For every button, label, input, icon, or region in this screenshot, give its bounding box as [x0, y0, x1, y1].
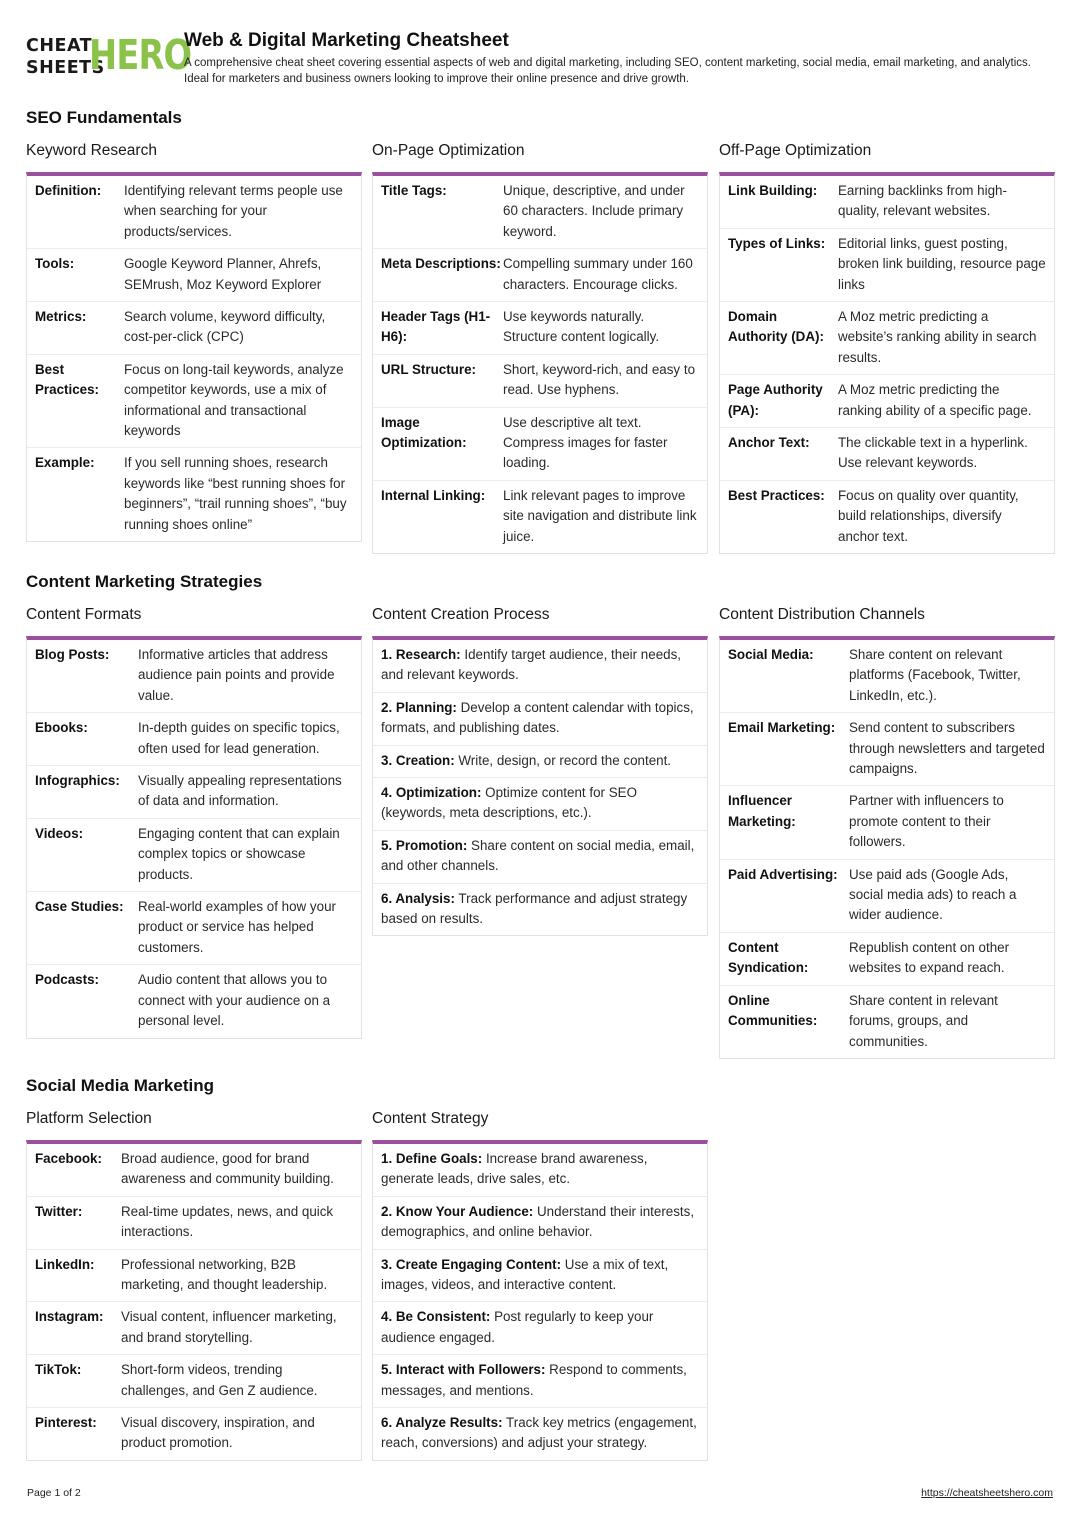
- list-item-text: Share content on social media, email, and other channels.: [381, 837, 695, 874]
- list-item-label: 6. Analysis:: [381, 890, 455, 906]
- card-platform-selection: [26, 1140, 362, 1461]
- row-value: The clickable text in a hyperlink. Use relevant keywords.: [838, 435, 1028, 471]
- row-value: Editorial links, guest posting, broken link building, resource page links: [838, 235, 1046, 292]
- row-label: Blog Posts:: [35, 647, 110, 662]
- card-off-page-optimization: [719, 172, 1055, 554]
- row-value: Broad audience, good for brand awareness and community building.: [121, 1151, 334, 1187]
- row-label: Case Studies:: [35, 899, 124, 915]
- list-item: [373, 1355, 707, 1408]
- table-row: [27, 302, 361, 355]
- table-row: [720, 428, 1054, 481]
- row-label: Pinterest:: [35, 1415, 97, 1431]
- row-value: If you sell running shoes, research keywords like “best running shoes for beginners”, “trail running shoes”, “buy running shoes online”: [124, 455, 347, 532]
- card-keyword-research: [26, 172, 362, 542]
- table-row: [27, 1408, 361, 1460]
- section-title-seo: SEO Fundamentals: [26, 108, 182, 127]
- list-item-label: 3. Creation:: [381, 752, 455, 768]
- row-label: Metrics:: [35, 309, 87, 325]
- table-row: [720, 986, 1054, 1058]
- row-label: Domain Authority (DA):: [728, 309, 824, 345]
- row-value: Engaging content that can explain complex topics or showcase products.: [138, 825, 340, 882]
- row-label: LinkedIn:: [35, 1256, 95, 1272]
- table-row: [27, 1197, 361, 1250]
- section-title-content-marketing: Content Marketing Strategies: [26, 572, 263, 591]
- table-row: [373, 176, 707, 249]
- row-value: Focus on long-tail keywords, analyze competitor keywords, use a mix of informational and transactional keywords: [124, 361, 344, 439]
- card-on-page-optimization: [372, 172, 708, 554]
- row-value: Share content in relevant forums, groups, and communities.: [849, 992, 998, 1049]
- list-item: [373, 1197, 707, 1250]
- table-row: [27, 965, 361, 1037]
- list-item-label: 5. Promotion:: [381, 837, 468, 853]
- list-item-label: 4. Optimization:: [381, 785, 482, 801]
- table-row: [373, 355, 707, 408]
- row-label: Instagram:: [35, 1309, 104, 1325]
- row-label: Image Optimization:: [381, 414, 467, 451]
- logo-text-cheat: CHEAT: [26, 36, 93, 56]
- card-content-formats: [26, 636, 362, 1039]
- list-item-text: Increase brand awareness, generate leads, drive sales, etc.: [381, 1151, 648, 1187]
- card-content-distribution-channels: [719, 636, 1055, 1059]
- row-value: A Moz metric predicting the ranking ability of a specific page.: [838, 382, 1032, 418]
- row-value: Compelling summary under 160 characters. Encourage clicks.: [503, 256, 693, 292]
- list-item-text: Develop a content calendar with topics, formats, and publishing dates.: [381, 699, 694, 736]
- logo-text-hero: HERO: [89, 31, 192, 79]
- table-row: [27, 819, 361, 892]
- row-value: Short-form videos, trending challenges, and Gen Z audience.: [121, 1362, 318, 1398]
- row-label: Paid Advertising:: [728, 866, 838, 882]
- logo-text-sheets: SHEETS: [26, 58, 105, 78]
- list-item-label: 5. Interact with Followers:: [381, 1362, 546, 1378]
- row-value: Google Keyword Planner, Ahrefs, SEMrush, Moz Keyword Explorer: [124, 256, 322, 292]
- list-item-label: 1. Research:: [381, 647, 461, 662]
- row-label: Influencer Marketing:: [728, 793, 796, 829]
- table-row: [27, 766, 361, 819]
- list-item-text: Optimize content for SEO (keywords, meta descriptions, etc.).: [381, 785, 637, 821]
- row-value: Real-world examples of how your product or service has helped customers.: [138, 899, 336, 955]
- row-label: Tools:: [35, 256, 75, 272]
- row-value: Search volume, keyword difficulty, cost-per-click (CPC): [124, 309, 326, 345]
- card-title-content-creation-process: Content Creation Process: [372, 606, 550, 623]
- row-value: A Moz metric predicting a website’s ranking ability in search results.: [838, 309, 1037, 365]
- table-row: [720, 229, 1054, 302]
- row-value: Informative articles that address audience pain points and provide value.: [138, 647, 335, 703]
- list-item-text: Understand their interests, demographics, and online behavior.: [381, 1203, 695, 1240]
- list-item-text: Identify target audience, their needs, and relevant keywords.: [381, 647, 682, 683]
- list-item-label: 1. Define Goals:: [381, 1151, 483, 1166]
- row-value: Visual content, influencer marketing, and brand storytelling.: [121, 1309, 337, 1345]
- row-label: TikTok:: [35, 1362, 82, 1378]
- card-content-creation-process: [372, 636, 708, 936]
- table-row: [373, 302, 707, 355]
- row-label: Meta Descriptions:: [381, 256, 501, 272]
- table-row: [373, 249, 707, 302]
- page-subtitle: A comprehensive cheat sheet covering essential aspects of web and digital marketing, including SEO, content marketing, social media, email marketing, and analytics. Ideal for marketers and business owners looking to improve their online presence and drive growth.: [184, 57, 1031, 85]
- table-row: [27, 1302, 361, 1355]
- card-title-off-page-optimization: Off-Page Optimization: [719, 142, 872, 159]
- list-item-label: 6. Analyze Results:: [381, 1415, 503, 1431]
- list-item: [373, 746, 707, 778]
- table-row: [720, 786, 1054, 859]
- table-row: [27, 1250, 361, 1303]
- list-item-text: Respond to comments, messages, and mentions.: [381, 1362, 687, 1398]
- table-row: [720, 860, 1054, 933]
- row-value: Send content to subscribers through newsletters and targeted campaigns.: [849, 720, 1045, 777]
- row-label: Ebooks:: [35, 720, 88, 736]
- table-row: [720, 375, 1054, 428]
- row-label: Content Syndication:: [728, 939, 809, 976]
- list-item: [373, 693, 707, 746]
- row-value: Use keywords naturally. Structure content logically.: [503, 309, 660, 345]
- row-label: Facebook:: [35, 1151, 102, 1166]
- row-label: Example:: [35, 455, 95, 471]
- list-item: [373, 1302, 707, 1355]
- row-value: Share content on relevant platforms (Facebook, Twitter, LinkedIn, etc.).: [849, 647, 1021, 703]
- card-title-platform-selection: Platform Selection: [26, 1110, 152, 1127]
- table-row: [27, 1144, 361, 1197]
- row-label: Best Practices:: [728, 487, 825, 503]
- row-value: Identifying relevant terms people use when searching for your products/services.: [124, 183, 343, 239]
- row-value: Earning backlinks from high-quality, relevant websites.: [838, 183, 1007, 219]
- row-label: Videos:: [35, 825, 84, 841]
- row-label: Types of Links:: [728, 235, 826, 251]
- table-row: [27, 176, 361, 249]
- row-label: Anchor Text:: [728, 435, 810, 451]
- list-item-text: Track performance and adjust strategy based on results.: [381, 890, 688, 927]
- cheatsheetshero-logo[interactable]: [26, 30, 192, 82]
- list-item: [373, 1250, 707, 1303]
- table-row: [373, 408, 707, 481]
- row-label: Online Communities:: [728, 992, 818, 1029]
- table-row: [27, 355, 361, 449]
- card-title-on-page-optimization: On-Page Optimization: [372, 142, 525, 159]
- table-row: [373, 481, 707, 553]
- table-row: [27, 249, 361, 302]
- list-item-label: 2. Planning:: [381, 699, 457, 715]
- list-item-text: Write, design, or record the content.: [458, 752, 672, 768]
- row-label: Best Practices:: [35, 361, 100, 398]
- row-label: Podcasts:: [35, 972, 99, 988]
- row-value: Unique, descriptive, and under 60 characters. Include primary keyword.: [503, 183, 685, 239]
- row-value: Professional networking, B2B marketing, and thought leadership.: [121, 1256, 328, 1293]
- row-value: Focus on quality over quantity, build relationships, diversify anchor text.: [838, 487, 1019, 544]
- table-row: [27, 892, 361, 965]
- list-item: [373, 884, 707, 936]
- card-title-content-formats: Content Formats: [26, 606, 142, 623]
- card-title-keyword-research: Keyword Research: [26, 142, 157, 159]
- row-value: Use descriptive alt text. Compress images for faster loading.: [503, 414, 668, 471]
- row-value: Visual discovery, inspiration, and product promotion.: [121, 1415, 315, 1451]
- list-item-text: Track key metrics (engagement, reach, conversions) and adjust your strategy.: [381, 1415, 697, 1451]
- card-title-content-distribution-channels: Content Distribution Channels: [719, 606, 925, 623]
- row-value: Link relevant pages to improve site navigation and distribute link juice.: [503, 487, 697, 544]
- row-label: Title Tags:: [381, 183, 447, 198]
- row-label: Internal Linking:: [381, 487, 486, 503]
- row-value: Partner with influencers to promote content to their followers.: [849, 793, 1004, 850]
- list-item: [373, 1144, 707, 1197]
- row-value: Real-time updates, news, and quick interactions.: [121, 1203, 334, 1240]
- row-label: Infographics:: [35, 773, 120, 789]
- table-row: [720, 302, 1054, 375]
- row-label: Email Marketing:: [728, 720, 836, 736]
- row-value: Short, keyword-rich, and easy to read. Use hyphens.: [503, 361, 696, 398]
- footer-link[interactable]: https://cheatsheetshero.com: [921, 1487, 1053, 1499]
- list-item: [373, 831, 707, 884]
- row-label: Social Media:: [728, 647, 814, 662]
- row-label: Definition:: [35, 183, 102, 198]
- row-label: Link Building:: [728, 183, 818, 198]
- page-title: Web & Digital Marketing Cheatsheet: [184, 30, 509, 51]
- list-item-text: Post regularly to keep your audience engaged.: [381, 1309, 654, 1345]
- section-title-social-media: Social Media Marketing: [26, 1076, 214, 1095]
- row-value: In-depth guides on specific topics, often used for lead generation.: [138, 720, 340, 756]
- table-row: [27, 1355, 361, 1408]
- row-label: URL Structure:: [381, 361, 476, 377]
- list-item: [373, 778, 707, 831]
- page-number: Page 1 of 2: [27, 1487, 81, 1499]
- list-item-label: 3. Create Engaging Content:: [381, 1256, 562, 1272]
- row-value: Visually appealing representations of data and information.: [138, 773, 342, 809]
- list-item: [373, 640, 707, 693]
- table-row: [27, 448, 361, 541]
- table-row: [720, 640, 1054, 713]
- row-value: Use paid ads (Google Ads, social media ads) to reach a wider audience.: [849, 866, 1017, 923]
- table-row: [27, 640, 361, 713]
- card-content-strategy: [372, 1140, 708, 1461]
- row-label: Twitter:: [35, 1203, 83, 1219]
- table-row: [720, 481, 1054, 553]
- page-header: [26, 30, 1056, 90]
- list-item-label: 4. Be Consistent:: [381, 1309, 491, 1325]
- row-value: Audio content that allows you to connect with your audience on a personal level.: [138, 972, 331, 1029]
- list-item-text: Use a mix of text, images, videos, and interactive content.: [381, 1256, 669, 1293]
- table-row: [720, 176, 1054, 229]
- row-label: Page Authority (PA):: [728, 382, 823, 418]
- table-row: [720, 933, 1054, 986]
- row-value: Republish content on other websites to expand reach.: [849, 939, 1010, 976]
- table-row: [720, 713, 1054, 786]
- row-label: Header Tags (H1-H6):: [381, 309, 491, 345]
- card-title-content-strategy: Content Strategy: [372, 1110, 489, 1127]
- list-item: [373, 1408, 707, 1460]
- list-item-label: 2. Know Your Audience:: [381, 1203, 534, 1219]
- table-row: [27, 713, 361, 766]
